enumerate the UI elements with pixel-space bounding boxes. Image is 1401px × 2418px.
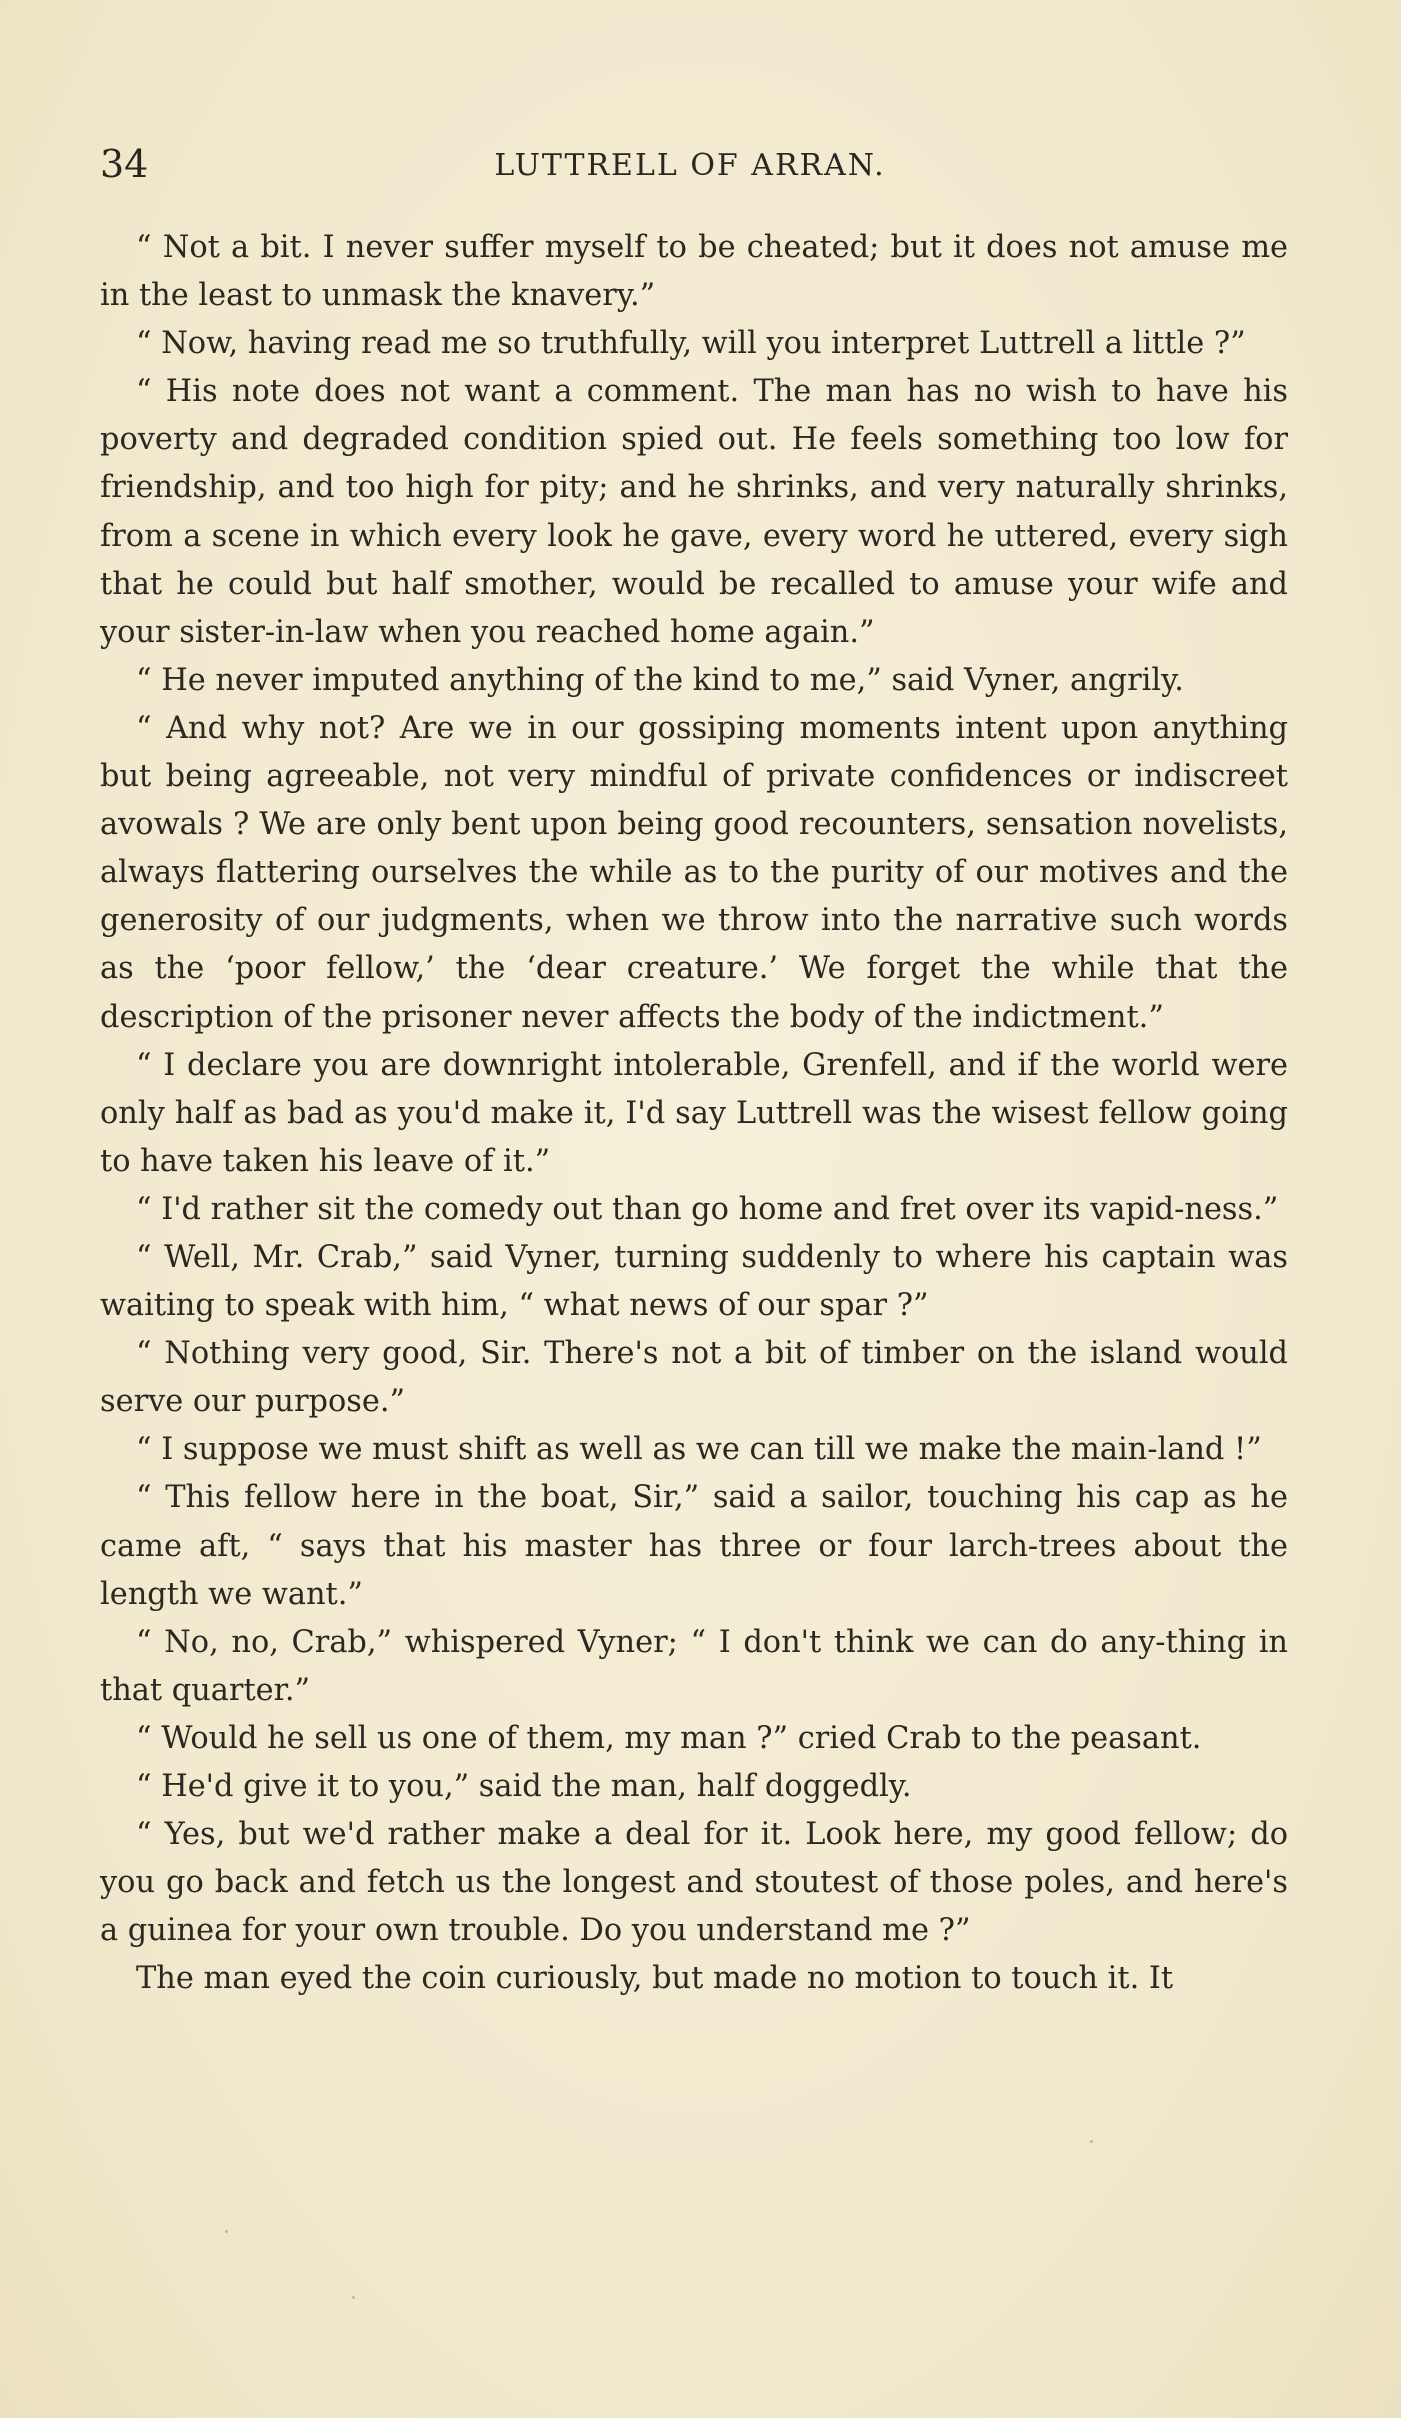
paragraph: “ Now, having read me so truthfully, will you interpret Luttrell a little ?” [136, 326, 1246, 362]
paper-speck [225, 2230, 228, 2233]
page-header [100, 142, 1280, 202]
paragraph: “ Well, Mr. Crab,” said Vyner, turning suddenly to where his captain was waiting to speak with him, “ what news of our spar ?” [100, 1239, 1288, 1324]
paragraph: “ Would he sell us one of them, my man ?” cried Crab to the peasant. [136, 1720, 1202, 1756]
paragraph: “ His note does not want a comment. The man has no wish to have his poverty and degraded condition spied out. He feels something too low for friendship, and too high for pity; and he shrinks, and very naturally shrinks, from a scene in which every look he gave, every word he uttered, every sigh that he could but half smother, would be recalled to amuse your wife and your sister-in-law when you reached home again.” [100, 374, 1288, 650]
paragraph: “ Nothing very good, Sir. There's not a bit of timber on the island would serve our purpose.” [100, 1336, 1288, 1420]
paragraph: “ He'd give it to you,” said the man, half doggedly. [136, 1769, 912, 1804]
paragraph: “ This fellow here in the boat, Sir,” said a sailor, touching his cap as he came aft, “ says that his master has three or four larch-trees about the length we want.” [100, 1480, 1288, 1612]
paragraph: “ Yes, but we'd rather make a deal for it. Look here, my good fellow; do you go back and fetch us the longest and stoutest of those poles, and here's a guinea for your own trouble. Do you understand me ?” [100, 1817, 1288, 1949]
paragraph: The man eyed the coin curiously, but made no motion to touch it. It [136, 1961, 1174, 1997]
body-text [100, 224, 1288, 2003]
paragraph: “ I'd rather sit the comedy out than go home and fret over its vapid-ness.” [136, 1191, 1279, 1227]
paragraph: “ No, no, Crab,” whispered Vyner; “ I don't think we can do any-thing in that quarter.” [100, 1624, 1288, 1708]
paper-speck [352, 2296, 355, 2299]
paper-speck [1090, 2140, 1093, 2143]
paragraph: “ I suppose we must shift as well as we can till we make the main-land !” [136, 1432, 1262, 1468]
page-number: 34 [100, 142, 149, 186]
paragraph: “ Not a bit. I never suffer myself to be cheated; but it does not amuse me in the least to unmask the knavery.” [100, 230, 1288, 314]
paragraph: “ He never imputed anything of the kind to me,” said Vyner, angrily. [136, 662, 1184, 698]
paragraph: “ I declare you are downright intolerable, Grenfell, and if the world were only half as bad as you'd make it, I'd say Luttrell was the wisest fellow going to have taken his leave of it.” [100, 1047, 1288, 1179]
running-title: LUTTRELL OF ARRAN. [494, 148, 886, 183]
paragraph: “ And why not? Are we in our gossiping moments intent upon anything but being agreeable, not very mindful of private confidences or indiscreet avowals ? We are only bent upon being good recounters, sensation novelists, always flattering ourselves the while as to the purity of our motives and the generosity of our judgments, when we throw into the narrative such words as the ‘poor fellow,’ the ‘dear creature.’ We forget the while that the description of the prisoner never affects the body of the indictment.” [100, 710, 1288, 1035]
